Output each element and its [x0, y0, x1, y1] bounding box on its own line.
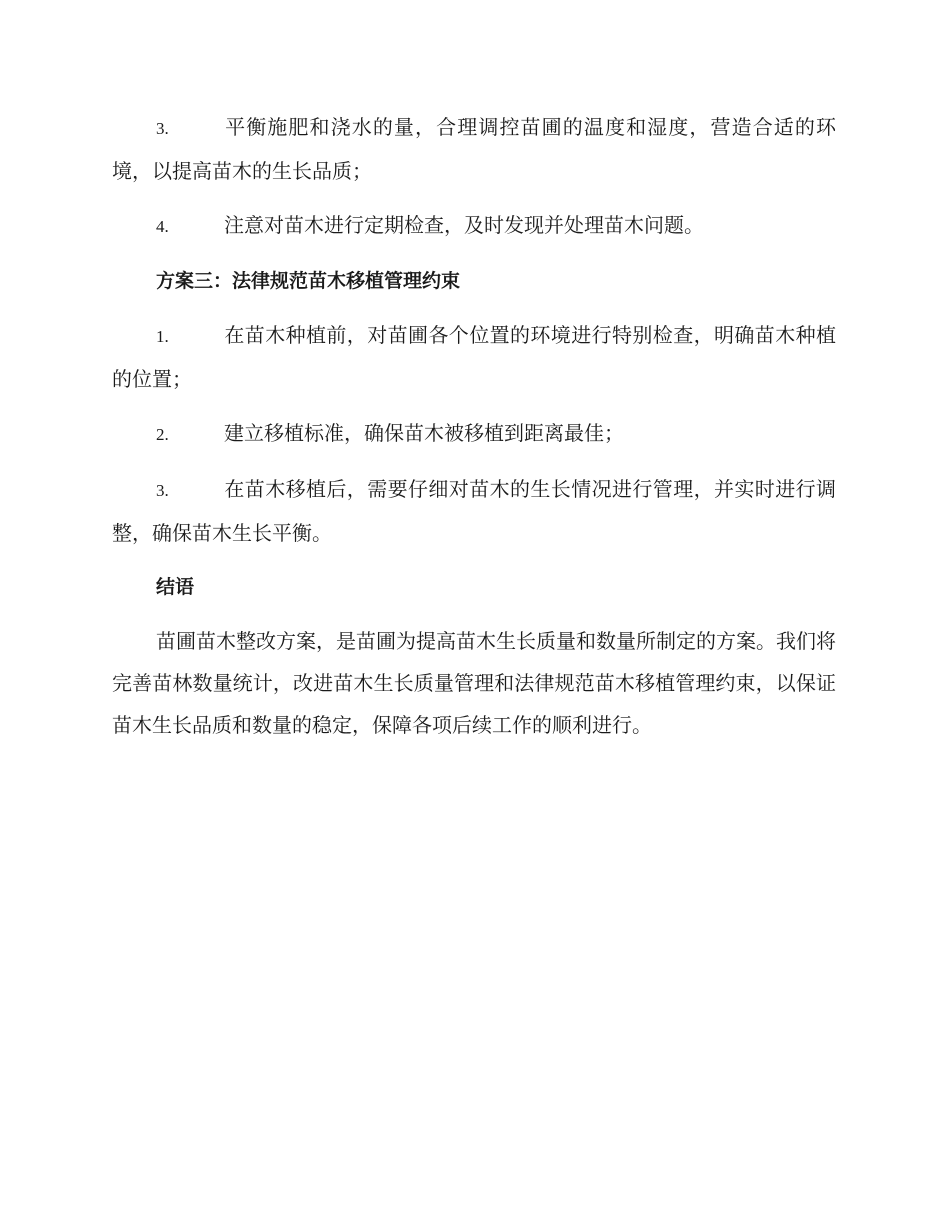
list-item — [112, 468, 836, 554]
list-text: 在苗木种植前，对苗圃各个位置的环境进行特别检查，明确苗木种植的位置； — [112, 323, 836, 391]
list-item — [112, 106, 836, 192]
document-page — [112, 106, 836, 758]
list-number: 2. — [156, 425, 169, 444]
list-item — [112, 204, 836, 248]
conclusion-paragraph: 苗圃苗木整改方案，是苗圃为提高苗木生长质量和数量所制定的方案。我们将完善苗林数量统计，改进苗木生长质量管理和法律规范苗木移植管理约束，以保证苗木生长品质和数量的稳定，保障各项后续工作的顺利进行。 — [112, 629, 836, 737]
conclusion-heading: 结语 — [156, 576, 195, 598]
list-text: 平衡施肥和浇水的量，合理调控苗圃的温度和湿度，营造合适的环境，以提高苗木的生长品质； — [112, 115, 836, 183]
list-text: 注意对苗木进行定期检查，及时发现并处理苗木问题。 — [224, 213, 704, 237]
section-three-heading: 方案三：法律规范苗木移植管理约束 — [156, 270, 461, 292]
list-item — [112, 412, 836, 456]
list-number: 3. — [156, 119, 169, 138]
list-number: 1. — [156, 327, 169, 346]
list-text: 建立移植标准，确保苗木被移植到距离最佳； — [224, 421, 624, 445]
list-number: 4. — [156, 217, 169, 236]
list-item — [112, 314, 836, 400]
list-text: 在苗木移植后，需要仔细对苗木的生长情况进行管理，并实时进行调整，确保苗木生长平衡。 — [112, 477, 836, 545]
list-number: 3. — [156, 481, 169, 500]
